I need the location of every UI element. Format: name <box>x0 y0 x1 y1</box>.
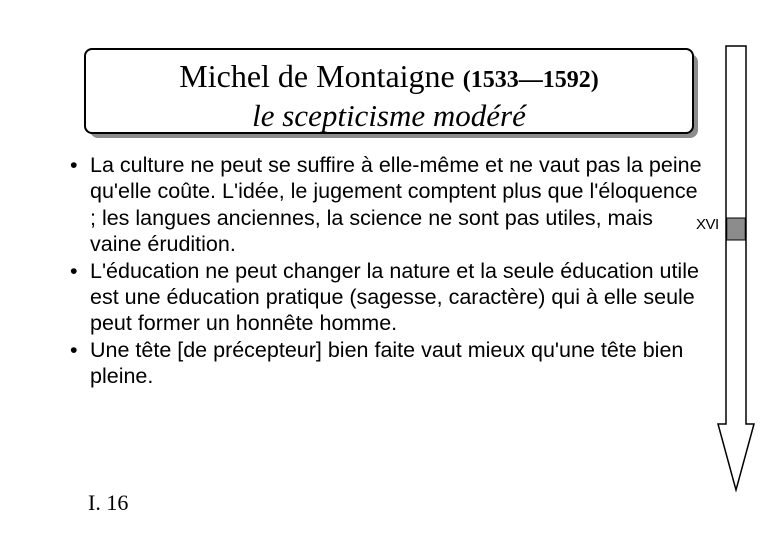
bullet-list <box>62 152 702 390</box>
century-marker <box>727 218 746 240</box>
title-line <box>86 58 692 98</box>
bullet-item: • L'éducation ne peut changer la nature et la seule éducation utile est une éducation pratique (sagesse, caractère) qui à elle seule peut former un honnête homme. <box>62 258 702 337</box>
author-dates: (1533—1592) <box>462 67 599 93</box>
bullet-item: • Une tête [de précepteur] bien faite vaut mieux qu'une tête bien pleine. <box>62 337 702 390</box>
timeline-arrow-shape <box>718 46 754 490</box>
title-box <box>84 48 694 134</box>
author-name: Michel de Montaigne <box>179 58 455 94</box>
century-label: XVI <box>696 216 719 233</box>
bullet-item: • La culture ne peut se suffire à elle-même et ne vaut pas la peine qu'elle coûte. L'idée, le jugement comptent plus que l'éloquence ; les langues anciennes, la science ne sont pas utiles, mais vaine érudition. <box>62 152 702 258</box>
subtitle: le scepticisme modéré <box>252 98 526 133</box>
page-number: I. 16 <box>88 490 129 515</box>
timeline-arrow <box>716 44 756 492</box>
